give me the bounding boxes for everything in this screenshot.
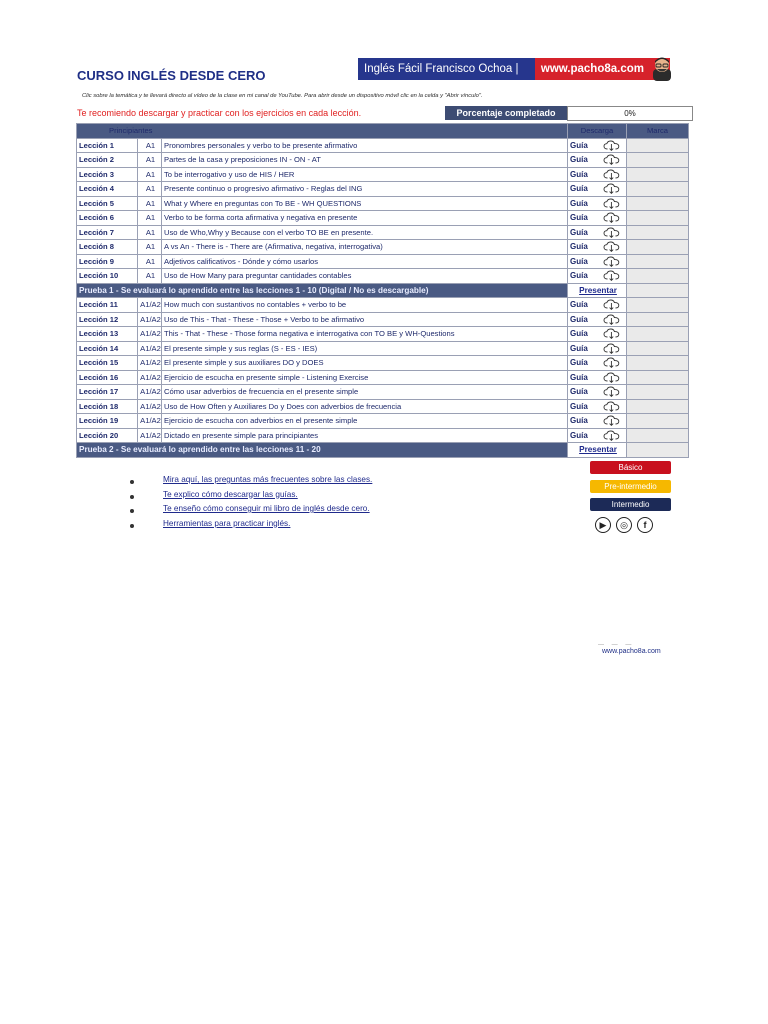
mark-checkbox[interactable]	[627, 211, 689, 226]
mark-checkbox[interactable]	[627, 153, 689, 168]
lesson-topic-link[interactable]: El presente simple y sus auxiliares DO y DOES	[162, 356, 568, 371]
lesson-level: A1/A2	[138, 385, 162, 400]
bullet-icon	[130, 480, 134, 484]
table-row	[77, 167, 689, 182]
table-row	[77, 385, 689, 400]
lesson-topic-link[interactable]: Adjetivos calificativos - Dónde y cómo usarlos	[162, 254, 568, 269]
instagram-icon[interactable]: ◎	[616, 517, 632, 533]
table-row	[77, 341, 689, 356]
cloud-download-icon[interactable]	[603, 386, 620, 397]
download-guides-link[interactable]: Te explico cómo descargar las guías.	[163, 489, 298, 499]
cloud-download-icon[interactable]	[603, 372, 620, 383]
level-preintermedio-button[interactable]: Pre-intermedio	[590, 480, 671, 493]
table-row	[77, 298, 689, 313]
present-test-link[interactable]: Presentar	[568, 283, 627, 298]
avatar-icon	[650, 55, 674, 81]
table-row	[77, 182, 689, 197]
table-row	[77, 240, 689, 255]
bullet-icon	[130, 524, 134, 528]
lesson-level: A1/A2	[138, 370, 162, 385]
guide-link[interactable]: Guía	[570, 416, 588, 426]
lesson-number: Lección 5	[77, 196, 138, 211]
download-cell[interactable]	[568, 399, 627, 414]
guide-link[interactable]: Guía	[570, 242, 588, 252]
lesson-level: A1/A2	[138, 298, 162, 313]
mark-checkbox[interactable]	[627, 370, 689, 385]
guide-link[interactable]: Guía	[570, 329, 588, 339]
book-link[interactable]: Te enseño cómo conseguir mi libro de inglés desde cero.	[163, 504, 370, 513]
cloud-download-icon[interactable]	[603, 314, 620, 325]
table-header	[77, 124, 689, 139]
test-description: Prueba 1 - Se evaluará lo aprendido entre las lecciones 1 - 10 (Digital / No es descargable)	[77, 283, 568, 298]
lesson-level: A1	[138, 167, 162, 182]
lesson-topic-link[interactable]: Uso de How Many para preguntar cantidades contables	[162, 269, 568, 284]
download-cell[interactable]	[568, 254, 627, 269]
guide-link[interactable]: Guía	[570, 169, 588, 179]
faq-link[interactable]: Mira aquí, las preguntas más frecuentes sobre las clases.	[163, 475, 373, 484]
cloud-download-icon[interactable]	[603, 169, 620, 180]
guide-link[interactable]: Guía	[570, 198, 588, 208]
guide-link[interactable]: Guía	[570, 227, 588, 237]
level-intermedio-button[interactable]: Intermedio	[590, 498, 671, 511]
guide-link[interactable]: Guía	[570, 271, 588, 281]
lesson-number: Lección 12	[77, 312, 138, 327]
download-cell[interactable]	[568, 269, 627, 284]
lesson-topic-link[interactable]: Uso de This - That - These - Those + Verbo to be afirmativo	[162, 312, 568, 327]
lesson-number: Lección 6	[77, 211, 138, 226]
guide-link[interactable]: Guía	[570, 140, 588, 150]
lesson-level: A1	[138, 211, 162, 226]
cloud-download-icon[interactable]	[603, 256, 620, 267]
table-row	[77, 254, 689, 269]
mark-checkbox[interactable]	[627, 327, 689, 342]
cloud-download-icon[interactable]	[603, 227, 620, 238]
lesson-level: A1/A2	[138, 312, 162, 327]
lesson-level: A1	[138, 225, 162, 240]
lesson-level: A1	[138, 153, 162, 168]
download-cell[interactable]	[568, 167, 627, 182]
table-row	[77, 269, 689, 284]
section-header-principiantes: Principiantes	[77, 124, 568, 139]
download-cell[interactable]	[568, 225, 627, 240]
mark-checkbox[interactable]	[627, 167, 689, 182]
lesson-number: Lección 11	[77, 298, 138, 313]
lesson-number: Lección 4	[77, 182, 138, 197]
table-row	[77, 225, 689, 240]
lesson-level: A1/A2	[138, 399, 162, 414]
guide-link[interactable]: Guía	[570, 314, 588, 324]
mark-checkbox[interactable]	[627, 298, 689, 313]
progress-label: Porcentaje completado	[445, 106, 567, 120]
social-icons	[595, 517, 653, 533]
lesson-number: Lección 13	[77, 327, 138, 342]
guide-link[interactable]: Guía	[570, 256, 588, 266]
table-row	[77, 327, 689, 342]
lesson-level: A1/A2	[138, 428, 162, 443]
mark-checkbox[interactable]	[627, 312, 689, 327]
guide-link[interactable]: Guía	[570, 343, 588, 353]
brand-banner[interactable]	[358, 58, 670, 80]
cloud-download-icon[interactable]	[603, 415, 620, 426]
table-row	[77, 414, 689, 429]
level-basico-button[interactable]: Básico	[590, 461, 671, 474]
progress-value: 0%	[567, 106, 693, 121]
download-cell[interactable]	[568, 240, 627, 255]
tools-link[interactable]: Herramientas para practicar inglés.	[163, 518, 291, 528]
recommendation-text: Te recomiendo descargar y practicar con los ejercicios en cada lección.	[77, 108, 362, 118]
youtube-icon[interactable]: ▶	[595, 517, 611, 533]
mark-checkbox[interactable]	[627, 428, 689, 443]
download-cell[interactable]	[568, 370, 627, 385]
lesson-topic-link[interactable]: El presente simple y sus reglas (S - ES - IES)	[162, 341, 568, 356]
download-cell[interactable]	[568, 312, 627, 327]
footer-url[interactable]: www.pacho8a.com	[602, 648, 661, 655]
download-cell[interactable]	[568, 153, 627, 168]
table-row	[77, 211, 689, 226]
guide-link[interactable]: Guía	[570, 372, 588, 382]
cloud-download-icon[interactable]	[603, 270, 620, 281]
download-cell[interactable]	[568, 385, 627, 400]
lesson-number: Lección 8	[77, 240, 138, 255]
cloud-download-icon[interactable]	[603, 198, 620, 209]
lesson-number: Lección 19	[77, 414, 138, 429]
lesson-topic-link[interactable]: What y Where en preguntas con To BE - WH QUESTIONS	[162, 196, 568, 211]
banner-url[interactable]: www.pacho8a.com	[535, 58, 670, 80]
mark-checkbox[interactable]	[627, 399, 689, 414]
mark-checkbox[interactable]	[627, 385, 689, 400]
lesson-number: Lección 14	[77, 341, 138, 356]
cloud-download-icon[interactable]	[603, 212, 620, 223]
lesson-level: A1	[138, 138, 162, 153]
mark-checkbox[interactable]	[627, 414, 689, 429]
lesson-level: A1	[138, 269, 162, 284]
lesson-level: A1	[138, 240, 162, 255]
lesson-number: Lección 1	[77, 138, 138, 153]
mark-checkbox[interactable]	[627, 240, 689, 255]
column-header-mark: Marca	[627, 124, 689, 139]
table-row	[77, 399, 689, 414]
table-row	[77, 428, 689, 443]
mark-checkbox[interactable]	[627, 196, 689, 211]
mark-checkbox[interactable]	[627, 283, 689, 298]
mark-checkbox[interactable]	[627, 341, 689, 356]
lesson-topic-link[interactable]: This - That - These - Those forma negativa e interrogativa con TO BE y WH-Questions	[162, 327, 568, 342]
cloud-download-icon[interactable]	[603, 343, 620, 354]
table-row	[77, 370, 689, 385]
footer-divider: — — —	[598, 642, 635, 648]
table-row	[77, 153, 689, 168]
lesson-topic-link[interactable]: A vs An - There is - There are (Afirmativa, negativa, interrogativa)	[162, 240, 568, 255]
table-row	[77, 312, 689, 327]
test-description: Prueba 2 - Se evaluará lo aprendido entre las lecciones 11 - 20	[77, 443, 568, 458]
bullet-icon	[130, 495, 134, 499]
download-cell[interactable]	[568, 196, 627, 211]
page-title: CURSO INGLÉS DESDE CERO	[77, 68, 266, 83]
table-row	[77, 196, 689, 211]
instructions-text: Clic sobre la temática y te llevará directo al vídeo de la clase en mi canal de YouTube. Para abrir desde un dispositivo móvil clic en la celda y "Abrir vínculo".	[82, 93, 483, 99]
test-row	[77, 443, 689, 458]
lesson-topic-link[interactable]: To be interrogativo y uso de HIS / HER	[162, 167, 568, 182]
lesson-number: Lección 15	[77, 356, 138, 371]
lesson-number: Lección 17	[77, 385, 138, 400]
lesson-topic-link[interactable]: Ejercicio de escucha en presente simple - Listening Exercise	[162, 370, 568, 385]
mark-checkbox[interactable]	[627, 138, 689, 153]
lesson-level: A1/A2	[138, 327, 162, 342]
lesson-topic-link[interactable]: Presente continuo o progresivo afirmativo - Reglas del ING	[162, 182, 568, 197]
cloud-download-icon[interactable]	[603, 154, 620, 165]
mark-checkbox[interactable]	[627, 225, 689, 240]
lesson-number: Lección 16	[77, 370, 138, 385]
guide-link[interactable]: Guía	[570, 155, 588, 165]
guide-link[interactable]: Guía	[570, 430, 588, 440]
facebook-icon[interactable]: f	[637, 517, 653, 533]
present-test-link[interactable]: Presentar	[568, 443, 627, 458]
lesson-level: A1	[138, 196, 162, 211]
lesson-number: Lección 18	[77, 399, 138, 414]
download-cell[interactable]	[568, 211, 627, 226]
lesson-topic-link[interactable]: Dictado en presente simple para principiantes	[162, 428, 568, 443]
lesson-topic-link[interactable]: How much con sustantivos no contables + verbo to be	[162, 298, 568, 313]
lesson-number: Lección 2	[77, 153, 138, 168]
mark-checkbox[interactable]	[627, 356, 689, 371]
cloud-download-icon[interactable]	[603, 140, 620, 151]
guide-link[interactable]: Guía	[570, 184, 588, 194]
lesson-level: A1/A2	[138, 341, 162, 356]
guide-link[interactable]: Guía	[570, 300, 588, 310]
cloud-download-icon[interactable]	[603, 299, 620, 310]
lesson-number: Lección 20	[77, 428, 138, 443]
lesson-topic-link[interactable]: Pronombres personales y verbo to be presente afirmativo	[162, 138, 568, 153]
column-header-download: Descarga	[568, 124, 627, 139]
guide-link[interactable]: Guía	[570, 401, 588, 411]
guide-link[interactable]: Guía	[570, 213, 588, 223]
table-row	[77, 356, 689, 371]
download-cell[interactable]	[568, 327, 627, 342]
lesson-topic-link[interactable]: Verbo to be forma corta afirmativa y negativa en presente	[162, 211, 568, 226]
cloud-download-icon[interactable]	[603, 357, 620, 368]
lessons-table	[76, 123, 689, 458]
mark-checkbox[interactable]	[627, 254, 689, 269]
lesson-topic-link[interactable]: Uso de Who,Why y Because con el verbo TO BE en presente.	[162, 225, 568, 240]
download-cell[interactable]	[568, 341, 627, 356]
lesson-number: Lección 7	[77, 225, 138, 240]
banner-name: Inglés Fácil Francisco Ochoa |	[364, 63, 519, 75]
lesson-topic-link[interactable]: Uso de How Often y Auxiliares Do y Does con adverbios de frecuencia	[162, 399, 568, 414]
lesson-level: A1	[138, 254, 162, 269]
cloud-download-icon[interactable]	[603, 183, 620, 194]
guide-link[interactable]: Guía	[570, 358, 588, 368]
lesson-number: Lección 10	[77, 269, 138, 284]
test-row	[77, 283, 689, 298]
cloud-download-icon[interactable]	[603, 241, 620, 252]
download-cell[interactable]	[568, 182, 627, 197]
lesson-level: A1/A2	[138, 414, 162, 429]
download-cell[interactable]	[568, 414, 627, 429]
lesson-topic-link[interactable]: Cómo usar adverbios de frecuencia en el presente simple	[162, 385, 568, 400]
guide-link[interactable]: Guía	[570, 387, 588, 397]
cloud-download-icon[interactable]	[603, 401, 620, 412]
lesson-level: A1	[138, 182, 162, 197]
lesson-topic-link[interactable]: Ejercicio de escucha con adverbios en el presente simple	[162, 414, 568, 429]
mark-checkbox[interactable]	[627, 182, 689, 197]
download-cell[interactable]	[568, 356, 627, 371]
cloud-download-icon[interactable]	[603, 328, 620, 339]
table-row	[77, 138, 689, 153]
download-cell[interactable]	[568, 298, 627, 313]
lesson-level: A1/A2	[138, 356, 162, 371]
lesson-topic-link[interactable]: Partes de la casa y preposiciones IN - ON - AT	[162, 153, 568, 168]
mark-checkbox[interactable]	[627, 269, 689, 284]
download-cell[interactable]	[568, 428, 627, 443]
download-cell[interactable]	[568, 138, 627, 153]
mark-checkbox[interactable]	[627, 443, 689, 458]
bullet-icon	[130, 509, 134, 513]
lesson-number: Lección 9	[77, 254, 138, 269]
cloud-download-icon[interactable]	[603, 430, 620, 441]
lesson-number: Lección 3	[77, 167, 138, 182]
